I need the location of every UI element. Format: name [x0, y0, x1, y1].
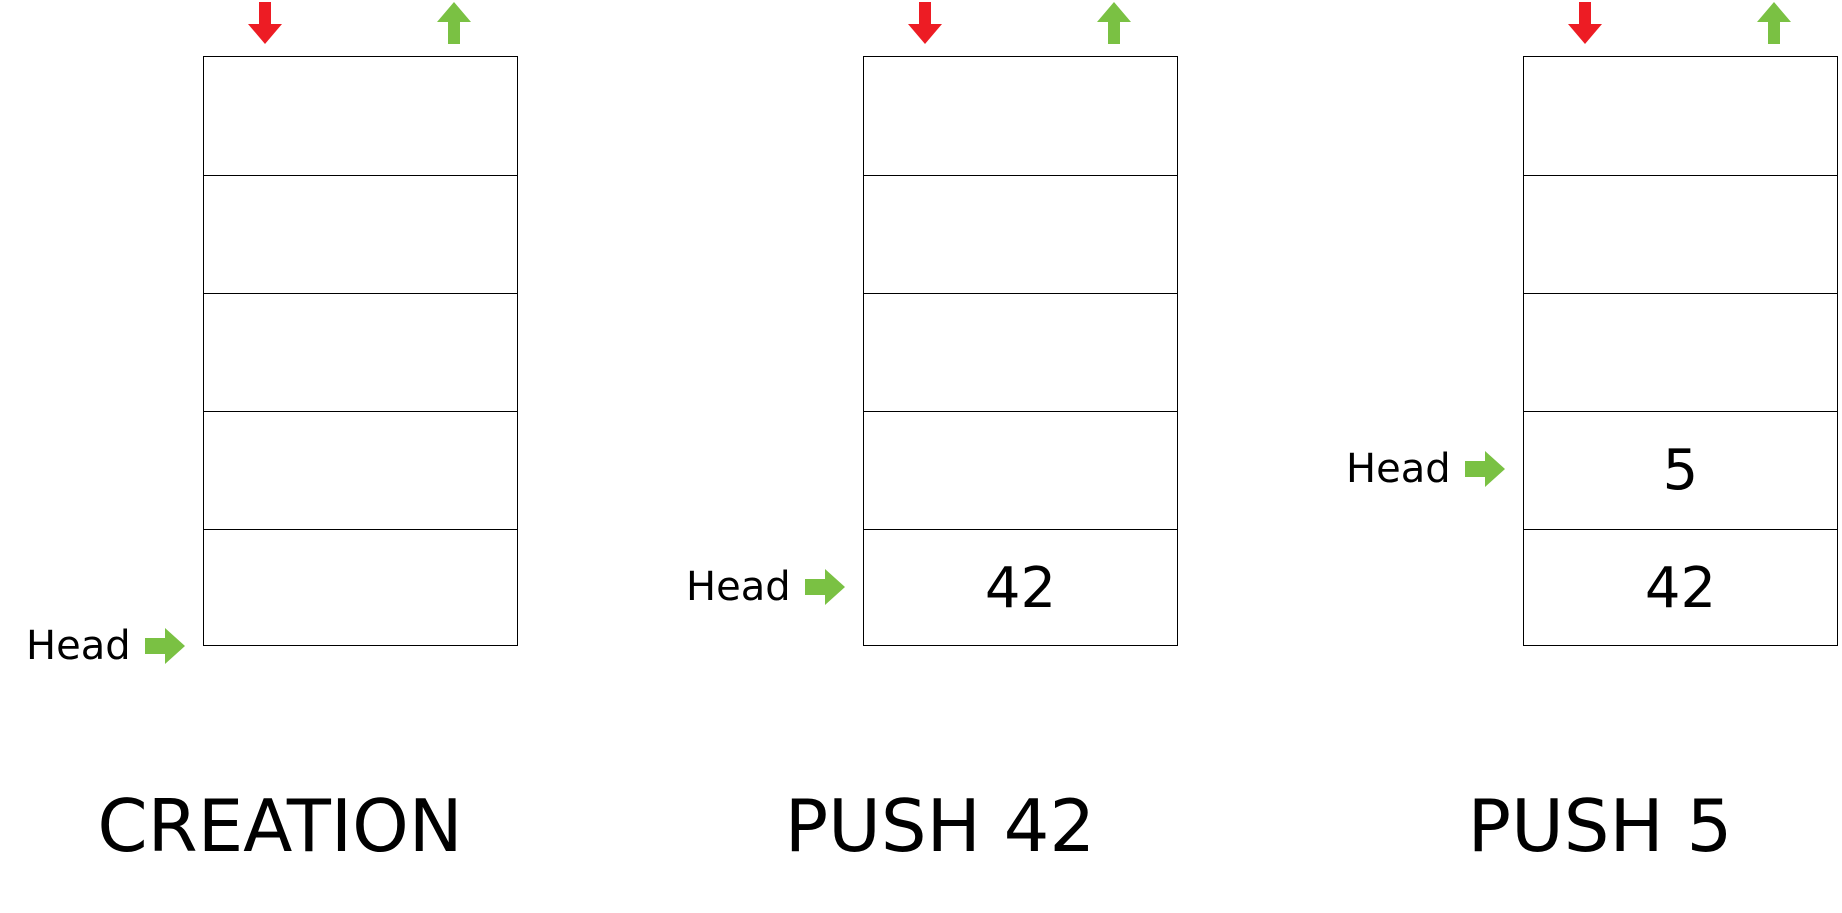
stack-cell [204, 57, 517, 175]
stack-panel-creation [0, 0, 560, 913]
panel-title: PUSH 5 [1467, 784, 1733, 868]
stack-cell [204, 529, 517, 647]
stack-cell [204, 411, 517, 529]
panel-title: PUSH 42 [784, 784, 1096, 868]
red-down-arrow-icon [244, 2, 286, 44]
red-down-arrow-icon [1564, 2, 1606, 44]
green-right-arrow-icon [1465, 451, 1509, 487]
stack-cell [204, 293, 517, 411]
stack [203, 56, 518, 646]
green-right-arrow-icon [145, 628, 189, 664]
stack-cell [1524, 293, 1837, 411]
green-up-arrow-icon [1093, 2, 1135, 44]
stack-panel-push-42 [660, 0, 1220, 913]
stack-cell [864, 411, 1177, 529]
head-pointer [686, 562, 849, 612]
head-pointer [1346, 444, 1509, 494]
stack-cell: 42 [864, 529, 1177, 647]
panel-title: CREATION [97, 784, 463, 868]
head-pointer [26, 621, 189, 671]
stack-panel-push-5 [1320, 0, 1842, 913]
red-down-arrow-icon [904, 2, 946, 44]
green-up-arrow-icon [1753, 2, 1795, 44]
stack [863, 56, 1178, 646]
stack-cell [204, 175, 517, 293]
head-label: Head [26, 623, 131, 669]
stack-cell [864, 57, 1177, 175]
green-up-arrow-icon [433, 2, 475, 44]
stack-cell: 42 [1524, 529, 1837, 647]
stack [1523, 56, 1838, 646]
green-right-arrow-icon [805, 569, 849, 605]
stack-cell [1524, 57, 1837, 175]
stack-cell [1524, 175, 1837, 293]
stack-cell: 5 [1524, 411, 1837, 529]
head-label: Head [686, 564, 791, 610]
stack-cell [864, 293, 1177, 411]
head-label: Head [1346, 446, 1451, 492]
stack-cell [864, 175, 1177, 293]
